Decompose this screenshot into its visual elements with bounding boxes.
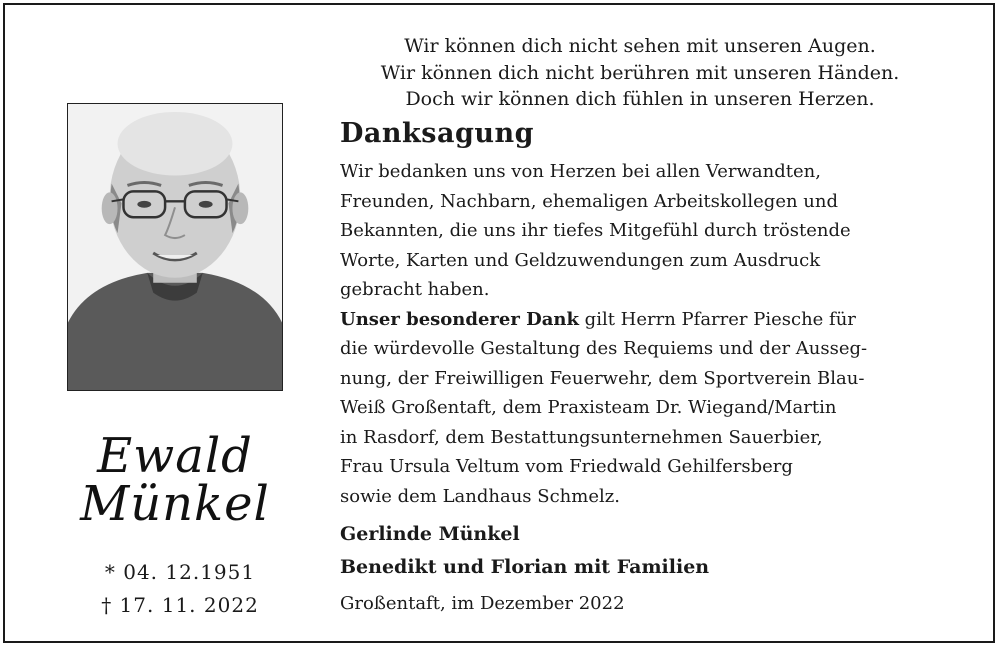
thanks-line: Weiß Großentaft, dem Praxisteam Dr. Wiegand/Martin <box>340 397 837 418</box>
poem <box>330 33 950 113</box>
poem-line: Wir können dich nicht sehen mit unseren Augen. <box>404 35 876 57</box>
thanks-line: gebracht haben. <box>340 279 490 300</box>
deceased-first-name: Ewald <box>97 428 253 484</box>
thanks-line: Frau Ursula Veltum vom Friedwald Gehilfersberg <box>340 456 793 477</box>
deceased-name <box>50 428 300 532</box>
deceased-last-name: Münkel <box>80 476 270 532</box>
thanks-line: Bekannten, die uns ihr tiefes Mitgefühl durch tröstende <box>340 220 851 241</box>
thanks-line: in Rasdorf, dem Bestattungsunternehmen Sauerbier, <box>340 426 823 448</box>
notice-heading: Danksagung <box>340 118 534 149</box>
place-date: Großentaft, im Dezember 2022 <box>340 593 625 614</box>
thanks-line: nung, der Freiwilligen Feuerwehr, dem Sportverein Blau- <box>340 367 865 389</box>
life-dates <box>40 556 320 622</box>
signer-line: Gerlinde Münkel <box>340 523 520 545</box>
special-thanks-line <box>340 305 955 335</box>
poem-line: Wir können dich nicht berühren mit unseren Händen. <box>380 61 900 84</box>
thanks-line: sowie dem Landhaus Schmelz. <box>340 485 620 507</box>
thanks-line: Worte, Karten und Geldzuwendungen zum Ausdruck <box>340 249 821 271</box>
special-thanks-bold: Unser besonderer Dank <box>340 308 579 330</box>
death-date: † 17. 11. 2022 <box>101 593 259 617</box>
thanks-line: Freunden, Nachbarn, ehemaligen Arbeitskollegen und <box>340 190 839 212</box>
special-thanks-rest: gilt Herrn Pfarrer Piesche für <box>578 308 856 330</box>
birth-date: * 04. 12.1951 <box>104 560 256 584</box>
signers <box>340 518 709 584</box>
signer-line: Benedikt und Florian mit Familien <box>340 556 710 578</box>
thanks-line: Wir bedanken uns von Herzen bei allen Verwandten, <box>340 161 821 182</box>
portrait-photo <box>67 103 283 391</box>
thanks-text <box>340 157 955 511</box>
poem-line: Doch wir können dich fühlen in unseren Herzen. <box>405 88 875 110</box>
thanks-line: die würdevolle Gestaltung des Requiems und der Ausseg- <box>340 338 868 359</box>
